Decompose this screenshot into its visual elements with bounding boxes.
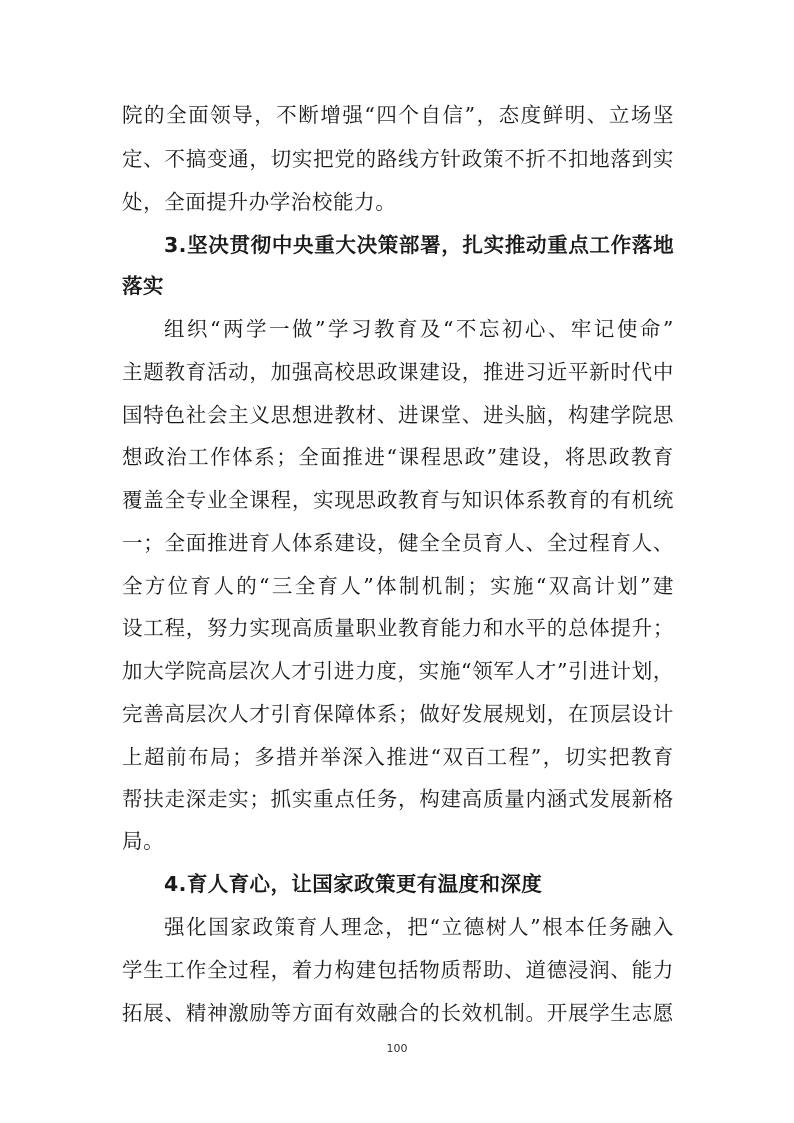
- paragraph-line: 国特色社会主义思想进教材、进课堂、进头脑，构建学院思: [122, 403, 674, 427]
- paragraph-line: 学生工作全过程，着力构建包括物质帮助、道德浸润、能力: [122, 958, 674, 982]
- paragraph-line: 定、不搞变通，切实把党的路线方针政策不折不扣地落到实: [122, 147, 674, 171]
- paragraph-line: 处，全面提升办学治校能力。: [122, 190, 397, 214]
- paragraph-line: 拓展、精神激励等方面有效融合的长效机制。开展学生志愿: [122, 1001, 674, 1025]
- paragraph-line: 组织“两学一做”学习教育及“不忘初心、牢记使命”: [164, 317, 674, 341]
- paragraph-line: 想政治工作体系；全面推进“课程思政”建设，将思政教育: [122, 445, 674, 469]
- paragraph-line: 局。: [122, 829, 165, 853]
- section-heading-3: 3.坚决贯彻中央重大决策部署，扎实推动重点工作落地: [164, 233, 674, 257]
- paragraph-line: 强化国家政策育人理念，把“立德树人”根本任务融入: [164, 915, 674, 939]
- paragraph-line: 院的全面领导，不断增强“四个自信”，态度鲜明、立场坚: [122, 103, 674, 127]
- page-number: 100: [386, 1042, 408, 1055]
- paragraph-line: 帮扶走深走实；抓实重点任务，构建高质量内涵式发展新格: [122, 787, 674, 811]
- paragraph-line: 完善高层次人才引育保障体系；做好发展规划，在顶层设计: [122, 702, 674, 726]
- paragraph-line: 设工程，努力实现高质量职业教育能力和水平的总体提升；: [122, 616, 674, 640]
- paragraph-line: 全方位育人的“三全育人”体制机制；实施“双高计划”建: [122, 574, 674, 598]
- paragraph-line: 一；全面推进育人体系建设，健全全员育人、全过程育人、: [122, 531, 674, 555]
- section-heading-3-cont: 落实: [122, 274, 164, 298]
- paragraph-line: 覆盖全专业全课程，实现思政教育与知识体系教育的有机统: [122, 488, 674, 512]
- section-heading-4: 4.育人育心，让国家政策更有温度和深度: [164, 872, 543, 896]
- paragraph-line: 主题教育活动，加强高校思政课建设，推进习近平新时代中: [122, 360, 674, 384]
- paragraph-line: 上超前布局；多措并举深入推进“双百工程”，切实把教育: [122, 745, 674, 769]
- paragraph-line: 加大学院高层次人才引进力度，实施“领军人才”引进计划，: [122, 659, 674, 683]
